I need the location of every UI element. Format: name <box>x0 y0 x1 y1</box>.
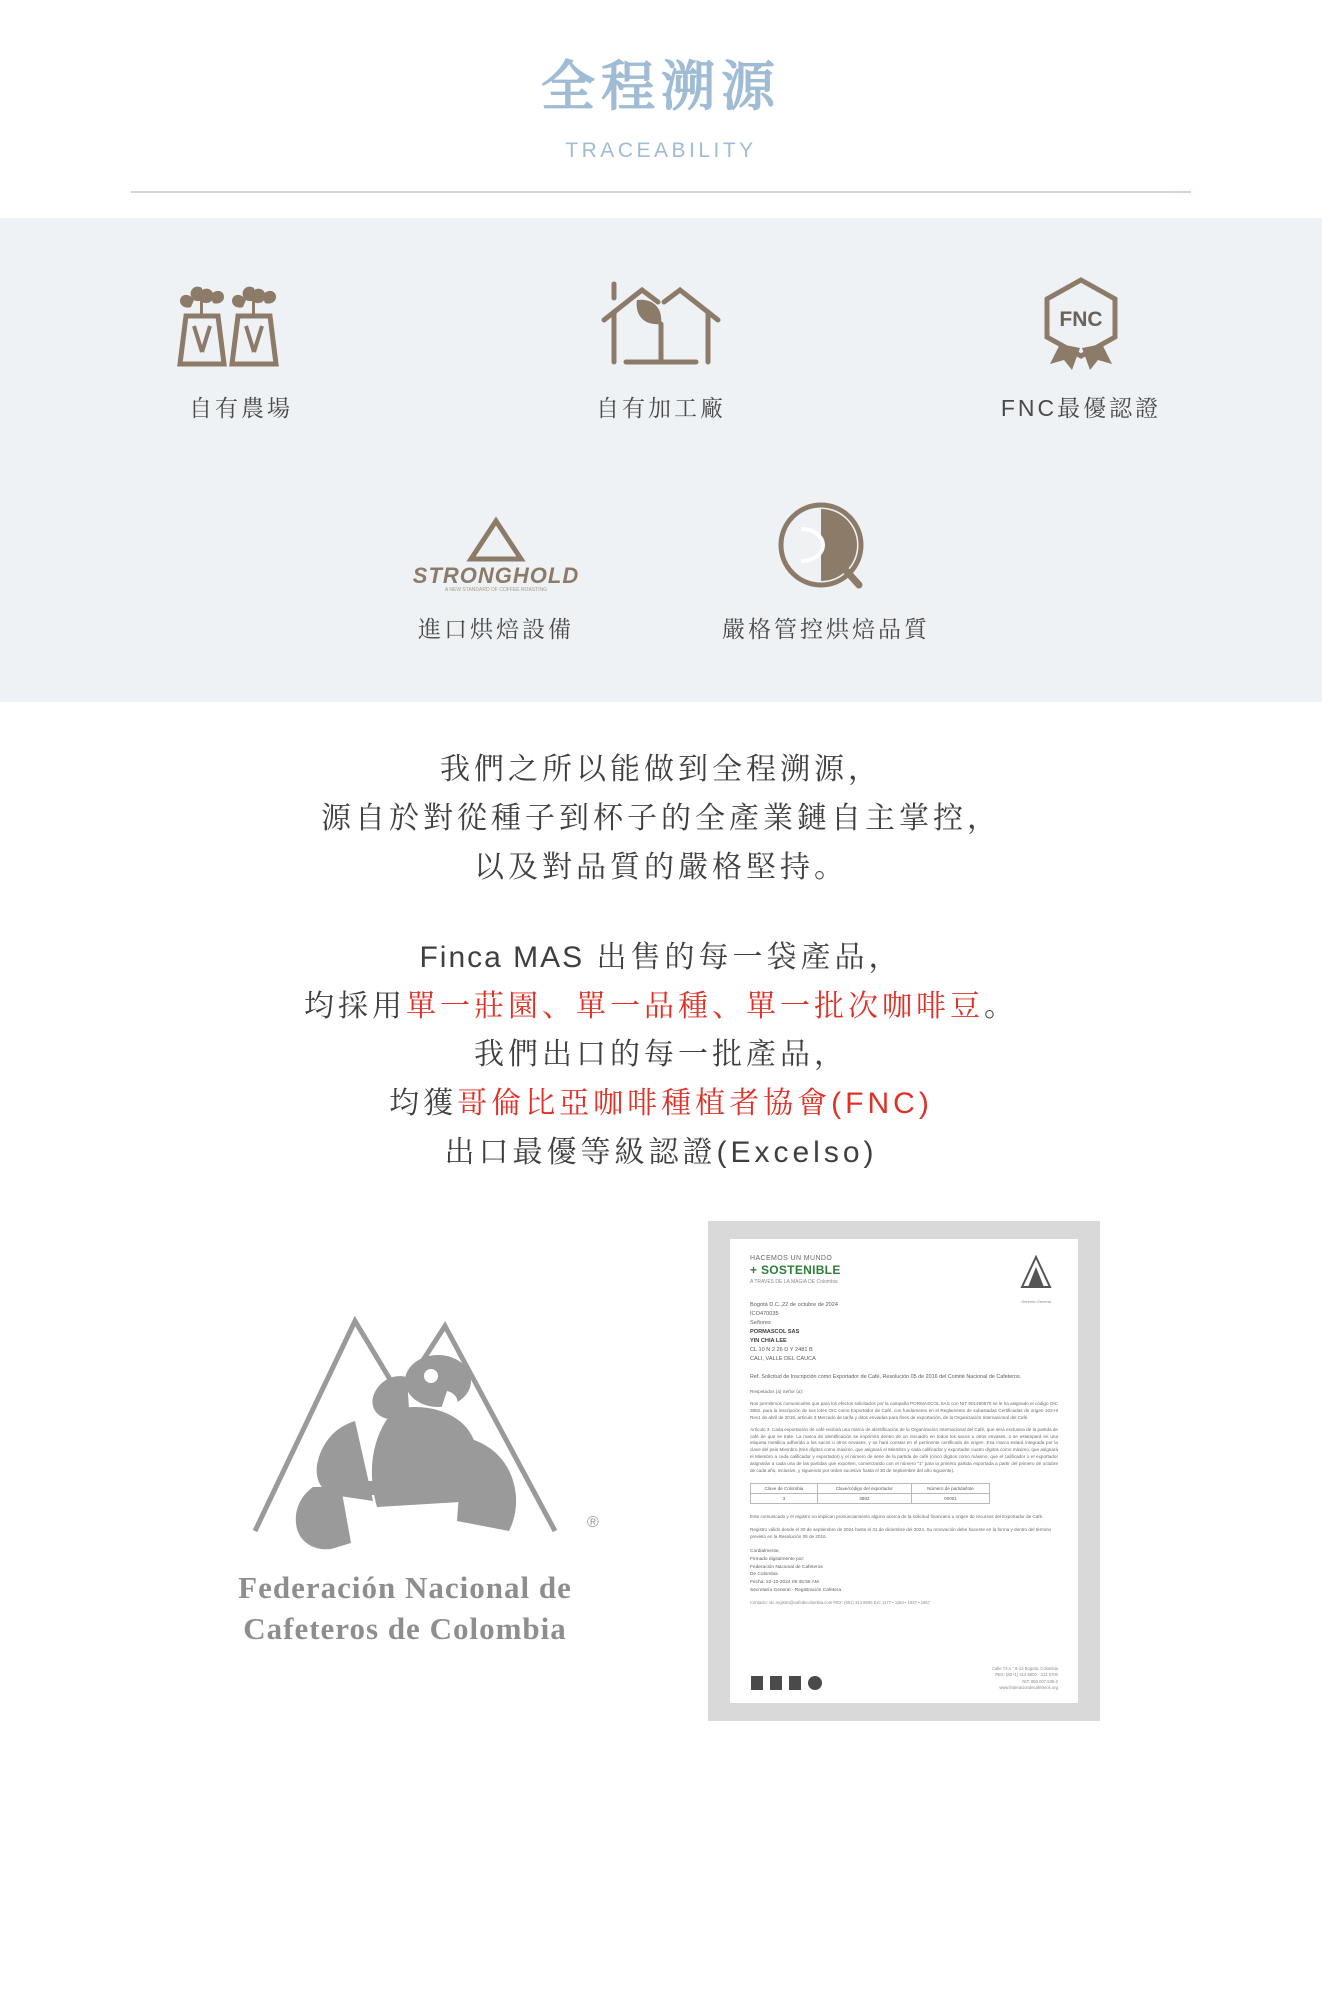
fnc-badge-icon <box>871 270 1291 370</box>
highlight-excelso: 出口最優等級認證(Excelso) <box>444 1135 878 1169</box>
copy-line: 我們出口的每一批產品， <box>474 1038 848 1072</box>
processing-plant-icon <box>451 270 871 370</box>
copy-line: 以及對品質的嚴格堅持。 <box>474 850 848 884</box>
certificate-contact-name: YIN CHIA LEE <box>750 1337 787 1344</box>
page-subtitle: TRACEABILITY <box>565 139 757 163</box>
certificate-paragraph: Artículo 3. Cada exportación de café recibirá una marca de identificación de la Organización Internacional del Café, que será exclusiva de la partida de café de que se trate. La marca de identificación se imprimirá dentro de un recuadro en todos los sacos u otros envases, o se estampará en una etiqueta metálica adherida a los sacos u otros envases, y se hará constar en el pertinente certificado de origen. Esa marca estará integrada por la clave del país Miembro (tres dígitos como máximo, que asignará el Miembro y cada calificador y exportador cuatro dígitos como máximo, que asignará el Miembro a cada calificador y exportador) y el número de serie de la partida de café (cinco dígitos como máximo, que el calificador o el exportador asignarán a cada una de las partidas que exporten, comenzando con el número "1" para la primera partida exportada a partir del primero de octubre de cada año, inclusive, y siguiendo por orden sucesivo hasta el 30 de septiembre del año siguiente). <box>750 1426 1058 1473</box>
certificate-footer-bar <box>750 1666 1058 1691</box>
copy-line-fnc <box>0 1080 1322 1129</box>
feature-label: FNC最優認證 <box>1000 395 1162 422</box>
certificate-address: CL 10 N 2 26 D Y 2481 B <box>750 1346 813 1353</box>
registered-mark: ® <box>587 1514 599 1532</box>
certificate-contact: Contacto: oic.registro@cafedecolombia.com PBX: (601) 313 6600 Ext: 1177 • 1184 • 1637 • 1657 <box>750 1600 931 1606</box>
address-line: PBX: (60+1) 313 6600 - 313 6700 <box>995 1672 1058 1678</box>
certificate-address-block <box>992 1666 1058 1691</box>
copy-text: 出售的每一袋產品， <box>584 941 903 975</box>
certificate-note: Este comunicado y el registro no implican pronunciamiento alguno acerca de la solicitud financiera u origen de recursos del Exportador de Café. <box>750 1513 1044 1519</box>
table-header-row <box>751 1483 990 1493</box>
stronghold-roaster-icon <box>371 491 621 591</box>
table-row <box>751 1493 990 1503</box>
svg-text:FNC: FNC <box>1059 308 1103 332</box>
juan-valdez-mountain-logo <box>195 1231 615 1561</box>
address-line: Calle 73 A.° 8-13 Bogotá, Colombia <box>992 1665 1058 1671</box>
feature-quality-control <box>701 491 951 644</box>
fnc-logo-line-2: Cafeteros de Colombia <box>243 1610 567 1646</box>
certificate-ref-label: Ref. <box>750 1373 760 1380</box>
certificate-head-subtitle: + SOSTENIBLE <box>750 1263 841 1278</box>
feature-label: 嚴格管控烘焙品質 <box>722 616 930 643</box>
certificate-badges <box>750 1675 823 1691</box>
feature-own-farm <box>31 270 451 423</box>
certificate-sign-line: De Colombia <box>750 1572 778 1578</box>
certificate-sign-line: Secretaría General - Registración Cafetera <box>750 1587 842 1593</box>
copy-line: 源自於對從種子到杯子的全產業鏈自主掌控， <box>321 801 1001 835</box>
address-line: www.federaciondecafeteros.org <box>999 1684 1058 1690</box>
header-divider <box>131 191 1191 193</box>
feature-fnc-cert <box>871 270 1291 423</box>
fnc-federation-logo <box>170 1231 640 1647</box>
features-row-1 <box>0 270 1322 423</box>
feature-roasting-equipment <box>371 491 621 644</box>
certificate-seal-caption: Gerente General <box>1021 1299 1051 1305</box>
copy-line: 我們之所以能做到全程溯源， <box>440 753 882 787</box>
page-title: 全程溯源 <box>541 57 781 117</box>
bottom-section <box>0 1221 1322 1721</box>
highlight-fnc: 哥倫比亞咖啡種植者協會(FNC) <box>457 1086 933 1120</box>
feature-label: 自有加工廠 <box>596 395 726 422</box>
features-row-2 <box>0 491 1322 644</box>
copy-text: 。 <box>984 989 1018 1023</box>
page-header <box>0 0 1322 193</box>
certificate-head-title: HACEMOS UN MUNDO <box>750 1255 833 1263</box>
certificate-ref-text: Solicitud de Inscripción como Exportador de Café, Resolución 05 de 2016 del Comité Nacional de Cafeteros. <box>761 1373 1022 1380</box>
feature-label: 自有農場 <box>189 395 293 422</box>
certificate-head-tagline: A TRAVÉS DE LA MAGIA DE Colombia <box>750 1279 838 1286</box>
copy-line-brand <box>0 934 1322 983</box>
certificate-document <box>708 1221 1100 1721</box>
certificate-reference <box>750 1373 1058 1381</box>
certificate-location: CALI, VALLE DEL CAUCA <box>750 1355 816 1362</box>
certificate-paragraph: Nos permitimos comunicarles que para los efectos solicitados por la campaña PORMASCOL SAS con NIT 901490575 se le ha asignado el código OIC 3882, para la inscripción de sus lotes OIC como Exportador de Café, con fundamento en el Reglamento de subastadas Certificadas de origen 102-III Rev1 de abril de 2018, artículo 3 Mercado de tarifa y ditos enviadas para fines de exportación, de la Organización Internacional del Café. <box>750 1400 1058 1420</box>
highlight-single-origin: 單一莊園、單一品種、單一批次咖啡豆 <box>406 989 984 1023</box>
certificate-sign-line: Firmado digitalmente por: <box>750 1556 805 1562</box>
quality-control-icon <box>701 491 951 591</box>
certificate-sign-line: Federación Nacional de Cafeteros <box>750 1564 823 1570</box>
certificate-seal <box>1014 1253 1058 1304</box>
table-cell: 3 <box>751 1493 818 1503</box>
certificate-meta <box>750 1301 1058 1364</box>
certificate-body <box>750 1389 1058 1475</box>
certificate-city-date: Bogotá D.C.,22 de octubre de 2024 <box>750 1302 839 1309</box>
table-header-cell: Número de partida/lote <box>911 1483 990 1493</box>
certificate-page <box>730 1239 1078 1703</box>
badge-icon <box>750 1675 764 1691</box>
paragraph-spacer <box>0 892 1322 934</box>
circle-badge-icon <box>807 1675 823 1691</box>
certificate-footnotes <box>750 1513 1058 1540</box>
certificate-greeting: Respetados (a) Señor (a): <box>750 1389 804 1395</box>
badge-icon <box>788 1675 802 1691</box>
certificate-closing: Cordialmente, <box>750 1549 780 1555</box>
feature-label: 進口烘焙設備 <box>418 616 574 643</box>
brand-name: Finca MAS <box>419 941 585 975</box>
certificate-signature <box>750 1548 1058 1594</box>
table-cell: 3882 <box>817 1493 911 1503</box>
copy-line-single-origin <box>0 983 1322 1032</box>
badge-icon <box>769 1675 783 1691</box>
certificate-salutation: Señores <box>750 1320 771 1327</box>
certificate-table <box>750 1483 990 1504</box>
certificate-validity: Registro válido desde el 30 de septiembre de 2024 hasta el 31 de diciembre del 2024. Su renovación debe hacerse en la forma y dentro del término previsto en la Resolución 05 de 2016. <box>750 1526 1052 1540</box>
table-header-cell: Clave de Colombia <box>751 1483 818 1493</box>
table-header-cell: Clave/código del exportador <box>817 1483 911 1493</box>
certificate-company: PORMASCOL SAS <box>750 1328 800 1335</box>
svg-text:STRONGHOLD: STRONGHOLD <box>412 563 580 589</box>
copy-text: 均獲 <box>389 1086 458 1120</box>
certificate-ref-no: ICO470035 <box>750 1311 779 1318</box>
mountain-seal-icon <box>1016 1253 1056 1293</box>
svg-text:A NEW STANDARD OF COFFEE ROAST: A NEW STANDARD OF COFFEE ROASTING <box>444 587 548 592</box>
farm-icon <box>31 270 451 370</box>
feature-own-plant <box>451 270 871 423</box>
features-panel <box>0 218 1322 702</box>
copy-text: 均採用 <box>304 989 406 1023</box>
fnc-logo-line-1: Federación Nacional de <box>238 1570 572 1606</box>
address-line: NIT: 860.007.538-2 <box>1022 1678 1058 1684</box>
certificate-sign-line: Fecha: 22-10-2024 09:45:56 AM <box>750 1579 819 1585</box>
table-cell: 00001 <box>911 1493 990 1503</box>
body-copy <box>0 702 1322 1187</box>
